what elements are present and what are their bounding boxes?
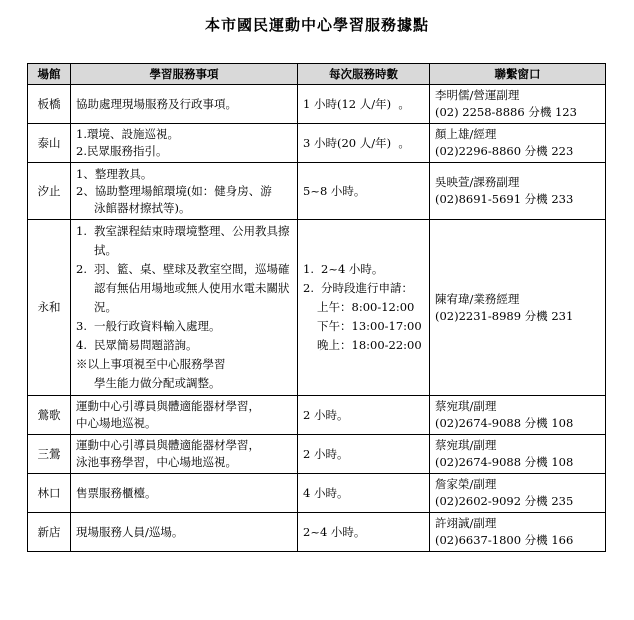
venue-cell: 鶯歌 <box>28 396 71 435</box>
note-line: ※以上事項視至中心服務學習 <box>76 357 226 371</box>
items-cell: 運動中心引導員與體適能器材學習， 泳池事務學習，中心場地巡視。 <box>71 435 298 474</box>
list-item: 3. 一般行政資料輸入處理。 <box>76 319 221 333</box>
contact-cell <box>430 163 606 220</box>
document-title: 本市國民運動中心學習服務據點 <box>204 16 429 34</box>
header-contact: 聯繫窗口 <box>430 64 606 85</box>
table-row-yonghe <box>28 220 606 396</box>
contact-phone: (02)8691-5691 分機 233 <box>435 192 574 206</box>
venue-cell: 泰山 <box>28 124 71 163</box>
header-items: 學習服務事項 <box>71 64 298 85</box>
contact-cell <box>430 220 606 396</box>
hours-cell: 2 小時。 <box>298 435 430 474</box>
table-row-xizhi <box>28 163 606 220</box>
items-cell: 1.環境、設施巡視。 2.民眾服務指引。 <box>71 124 298 163</box>
table-row-linkou <box>28 474 606 513</box>
venue-cell: 板橋 <box>28 85 71 124</box>
items-cell: 1、整理教具。 2、協助整理場館環境(如：健身房、游 泳館器材擦拭等)。 <box>71 163 298 220</box>
table-row-banqiao <box>28 85 606 124</box>
contact-person: 許翊誠/副理 <box>435 516 497 530</box>
contact-person: 吳映萱/課務副理 <box>435 175 520 189</box>
items-cell: 現場服務人員/巡場。 <box>71 513 298 552</box>
contact-cell <box>430 435 606 474</box>
hours-cell: 1. 2~4 小時。 2. 分時段進行申請： 上午：8:00-12:00 下午：13:00-17:00 晚上：18:00-22:00 <box>298 220 430 396</box>
hours-cell: 3 小時(20 人/年) 。 <box>298 124 430 163</box>
contact-cell <box>430 124 606 163</box>
contact-person: 李明儒/營運副理 <box>435 88 520 102</box>
table-header-row <box>28 64 606 85</box>
venue-cell: 汐止 <box>28 163 71 220</box>
hours-cell: 1 小時(12 人/年) 。 <box>298 85 430 124</box>
table-row-xindian <box>28 513 606 552</box>
contact-person: 詹家榮/副理 <box>435 477 497 491</box>
service-table <box>27 63 606 552</box>
contact-person: 蔡宛琪/副理 <box>435 438 497 452</box>
note-line: 學生能力做分配或調整。 <box>94 376 221 390</box>
contact-phone: (02)2674-9088 分機 108 <box>435 455 574 469</box>
table-row-sanying <box>28 435 606 474</box>
contact-cell <box>430 396 606 435</box>
venue-cell: 三鶯 <box>28 435 71 474</box>
hours-cell: 2 小時。 <box>298 396 430 435</box>
items-cell: 運動中心引導員與體適能器材學習， 中心場地巡視。 <box>71 396 298 435</box>
list-item: 2. 羽、籃、桌、壁球及教室空間，巡場確認有無佔用場地或無人使用水電未關狀況。 <box>76 262 290 314</box>
items-cell: 售票服務櫃檯。 <box>71 474 298 513</box>
venue-cell: 新店 <box>28 513 71 552</box>
list-item: 1. 教室課程結束時環境整理、公用教具擦拭。 <box>76 224 290 257</box>
venue-cell: 永和 <box>28 220 71 396</box>
contact-phone: (02)6637-1800 分機 166 <box>435 533 574 547</box>
table-row-taishan <box>28 124 606 163</box>
contact-person: 陳宥瑋/業務經理 <box>435 291 520 306</box>
contact-phone: (02) 2258-8886 分機 123 <box>435 105 577 119</box>
header-hours: 每次服務時數 <box>298 64 430 85</box>
contact-phone: (02)2231-8989 分機 231 <box>435 308 574 323</box>
contact-cell <box>430 513 606 552</box>
venue-cell: 林口 <box>28 474 71 513</box>
table-row-yingge <box>28 396 606 435</box>
hours-cell: 2~4 小時。 <box>298 513 430 552</box>
contact-cell <box>430 474 606 513</box>
contact-person: 蔡宛琪/副理 <box>435 399 497 413</box>
contact-person: 顏上雄/經理 <box>435 127 497 141</box>
items-cell: 協助處理現場服務及行政事項。 <box>71 85 298 124</box>
items-cell <box>71 220 298 396</box>
contact-phone: (02)2296-8860 分機 223 <box>435 144 574 158</box>
contact-phone: (02)2602-9092 分機 235 <box>435 494 574 508</box>
header-venue: 場館 <box>28 64 71 85</box>
hours-cell: 4 小時。 <box>298 474 430 513</box>
hours-cell: 5~8 小時。 <box>298 163 430 220</box>
contact-cell <box>430 85 606 124</box>
list-item: 4. 民眾簡易問題諮詢。 <box>76 338 198 352</box>
contact-phone: (02)2674-9088 分機 108 <box>435 416 574 430</box>
